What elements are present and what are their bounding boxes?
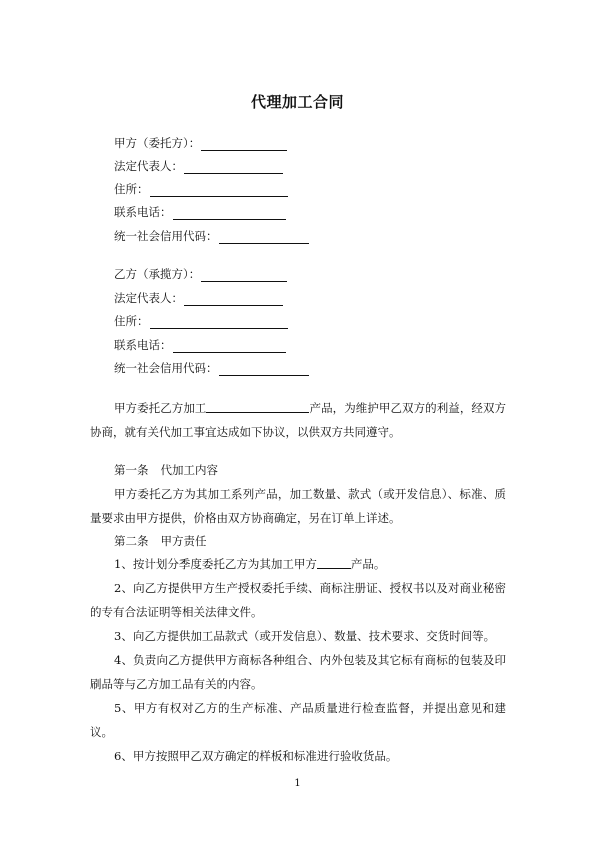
party-a-name-field <box>114 135 287 151</box>
item-1-part2: 产品。 <box>350 557 386 571</box>
party-b-address-blank[interactable] <box>150 316 288 329</box>
party-a-credit-code-field <box>114 228 309 244</box>
party-b-credit-code-blank[interactable] <box>219 363 309 376</box>
party-a-address-blank[interactable] <box>150 184 288 197</box>
item-1-part1: 1、按计划分季度委托乙方为其加工甲方 <box>114 557 317 571</box>
article-1-number: 第一条 <box>114 463 149 477</box>
party-a-rep-blank[interactable] <box>184 161 283 174</box>
article-2-item-6: 6、甲方按照甲乙双方确定的样板和标准进行验收货品。 <box>114 749 398 763</box>
party-a-label: 甲方（委托方）： <box>114 136 201 150</box>
party-b-address-field <box>114 313 288 329</box>
party-b-address-label: 住所： <box>114 314 149 328</box>
party-b-credit-code-label: 统一社会信用代码： <box>114 361 218 375</box>
party-b-phone-label: 联系电话： <box>114 338 172 352</box>
article-1-title: 代加工内容 <box>160 463 218 477</box>
party-a-address-label: 住所： <box>114 182 149 196</box>
party-b-credit-code-field <box>114 360 309 376</box>
party-b-phone-blank[interactable] <box>173 340 286 353</box>
intro-part2: 产品，为维护甲乙双方的利益，经双方协商，就有关代加工事宜达成如下协议，以供双方共同遵守。 <box>90 401 507 439</box>
party-a-credit-code-label: 统一社会信用代码： <box>114 229 218 243</box>
party-a-rep-label: 法定代表人： <box>114 159 183 173</box>
party-a-phone-blank[interactable] <box>173 207 286 220</box>
article-1-heading <box>114 462 218 478</box>
party-a-phone-label: 联系电话： <box>114 205 172 219</box>
article-2-item-2: 2、向乙方提供甲方生产授权委托手续、商标注册证、授权书以及对商业秘密的专有合法证明等相关法律文件。 <box>90 581 506 619</box>
article-2-item-1 <box>90 552 506 576</box>
party-a-credit-code-blank[interactable] <box>219 231 309 244</box>
party-a-name-blank[interactable] <box>201 138 287 151</box>
article-2-item-4: 4、负责向乙方提供甲方商标各种组合、内外包装及其它标有商标的包装及印刷品等与乙方加工品有关的内容。 <box>90 653 506 691</box>
article-2-title: 甲方责任 <box>160 534 207 548</box>
party-b-phone-field <box>114 337 286 353</box>
article-1-body: 甲方委托乙方为其加工系列产品，加工数量、款式（或开发信息）、标准、质量要求由甲方提供，价格由双方协商确定，另在订单上详述。 <box>90 487 506 525</box>
article-2-heading <box>114 533 207 549</box>
document-title: 代理加工合同 <box>250 93 344 111</box>
party-b-rep-label: 法定代表人： <box>114 291 183 305</box>
intro-part1: 甲方委托乙方加工 <box>114 401 207 415</box>
article-2-item-3: 3、向乙方提供加工品款式（或开发信息）、数量、技术要求、交货时间等。 <box>114 629 496 643</box>
article-2-number: 第二条 <box>114 534 149 548</box>
party-a-address-field <box>114 181 288 197</box>
party-b-rep-field <box>114 290 283 306</box>
party-b-rep-blank[interactable] <box>184 293 283 306</box>
party-b-name-field <box>114 266 287 282</box>
page-number: 1 <box>294 778 301 789</box>
intro-paragraph <box>90 396 506 444</box>
party-b-label: 乙方（承揽方）： <box>114 267 201 281</box>
party-b-name-blank[interactable] <box>201 269 287 282</box>
article-2-item-5: 5、甲方有权对乙方的生产标准、产品质量进行检查监督，并提出意见和建议。 <box>90 701 506 739</box>
item-1-product-blank[interactable] <box>317 556 351 569</box>
party-a-rep-field <box>114 158 283 174</box>
party-a-phone-field <box>114 204 286 220</box>
product-name-blank[interactable] <box>206 400 309 413</box>
